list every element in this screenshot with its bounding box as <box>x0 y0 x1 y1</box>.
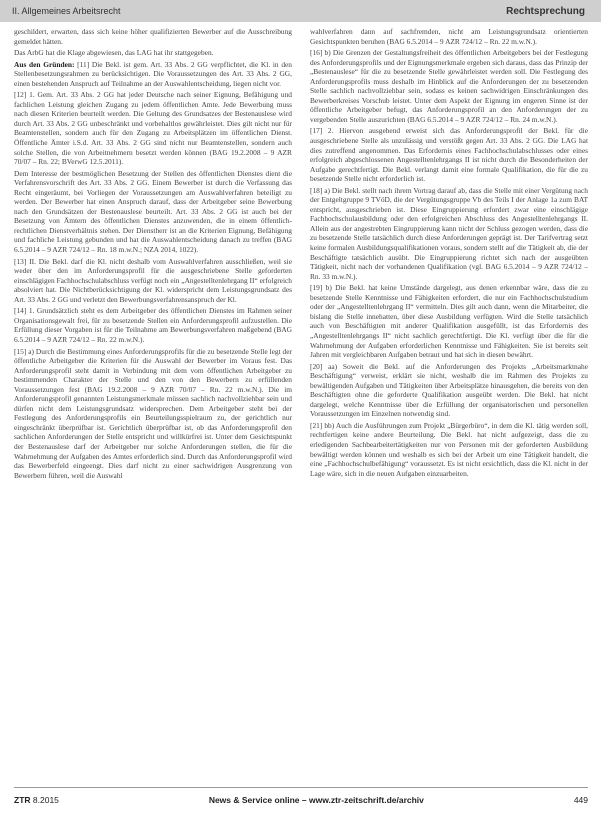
paragraph <box>14 90 292 166</box>
paragraph-text: [17] 2. Hiervon ausgehend erweist sich das Anforderungsprofil der Bekl. für die ausgeschriebene Stelle als unzulässig und verstößt gegen Art. 33 Abs. 2 GG. Die LAG hat dies zutreffend angenommen. Das Erfordernis eines Fachhochschulabschlusses oder eines erfolgreich abgeschlossenen Angestelltenlehrgangs II ist nicht durch die Besonderheiten der Aufgabe gerechtfertigt. Die Bekl. verlangt damit eine formale Qualifikation, die für die zu besetzende Stelle nicht erforderlich ist. <box>310 126 588 184</box>
page-number: 449 <box>573 795 588 805</box>
paragraph-text: Das ArbG hat die Klage abgewiesen, das LAG hat ihr stattgegeben. <box>14 48 214 58</box>
paragraph <box>14 257 292 305</box>
left-column <box>14 27 292 783</box>
paragraph-text: [19] b) Die Bekl. hat keine Umstände dargelegt, aus denen erkennbar wäre, dass die zu besetzende Stelle Kenntnisse und Fähigkeiten erfordert, die nur ein Fachhochschulstudium oder der „Angestelltenlehrgang II“ vermitteln. Dies gilt auch dann, wenn die Mitarbeiter, die bislang die Stelle innehatten, über diese Ausbildung verfügten. Wird die Stelle tatsächlich auch von Beschäftigten mit anderer Qualifikation ausgefüllt, ist das Erfordernis des „Angestelltenlehrgangs II“ nicht sachlich gerechtfertigt. Die Kl. verfügt über die für die Wahrnehmung der Aufgaben erforderlichen Kenntnisse und Fähigkeiten. Sie ist bereits seit Jahren mit vergleichbaren Aufgaben betraut und hat sich in diesen bewährt. <box>310 283 588 360</box>
footer-rule <box>14 787 588 788</box>
paragraph <box>14 27 292 46</box>
paragraph-text: [20] aa) Soweit die Bekl. auf die Anforderungen des Projekts „Arbeitsmarktnahe Beschäftigung“ verweist, erklärt sie nicht, weshalb die im Rahmen des Projekts zu bewältigenden Aufgaben und Tätigkeiten über Arbeitsplätze hinausgehen, die bereits von den Beschäftigten ohne die geforderte Qualifikation ausgeübt werden. Die Bekl. hat nicht dargelegt, welche Kenntnisse über die Erfüllung der organisatorischen und personellen Voraussetzungen im Einzelnen notwendig sind. <box>310 361 588 419</box>
paragraph <box>14 48 292 58</box>
paragraph-text: [13] II. Die Bekl. darf die Kl. nicht deshalb vom Auswahlverfahren ausschließen, weil sie weder über den im Anforderungsprofil für die ausgeschriebene Stelle geforderten einschlägigen Fachhochschulabschluss verfügt noch ein „Angestelltenlehrgang II“ erfolgreich absolviert hat. Die Nichtberücksichtigung der Kl. widerspricht dem Leistungsgrundsatz des Art. 33 Abs. 2 GG und verletzt den Bewerbungsverfahrensanspruch der Kl. <box>14 256 292 304</box>
journal-issue <box>14 795 59 805</box>
paragraph <box>310 362 588 419</box>
paragraph <box>310 421 588 478</box>
paragraph <box>310 283 588 359</box>
paragraph <box>14 60 292 89</box>
paragraph-text: geschildert, erwarten, dass sich keine höher qualifizierten Bewerber auf die Ausschreibung gemeldet hätten. <box>14 27 292 46</box>
paragraph-text: [16] b) Die Grenzen der Gestaltungsfreiheit des öffentlichen Arbeitgebers bei der Festlegung des Anforderungsprofils und der Eignungsmerkmale ergeben sich daraus, dass das Prinzip der „Bestenauslese“ für die zu besetzende Stelle gewährleistet werden soll. Die Festlegung des Anforderungsprofils muss deshalb im Hinblick auf die Anforderungen der zu besetzenden Stelle sachlich nachvollziehbar sein, sodass es keinen sachwidrigen Einschränkungen des Bewerberkreises Vorschub leistet. Unter dem Aspekt der Eignung im engeren Sinne ist der öffentliche Arbeitgeber befugt, das Anforderungsprofil an den Anforderungen der zu vergebenden Stelle auszurichten (BAG 6.5.2014 – 9 AZR 724/12 – Rn. 24 m.w.N.). <box>310 48 588 124</box>
paragraph-text: Dem Interesse der bestmöglichen Besetzung der Stellen des öffentlichen Dienstes dient die Verfahrensvorschrift des Art. 33 Abs. 2 GG. Einem Bewerber ist durch die Verfassung das Recht eingeräumt, bei Vorliegen der Voraussetzungen am Auswahlverfahren beteiligt zu werden. Der Bewerber hat einen Anspruch darauf, dass der Arbeitgeber seine Bewerbung nach den Grundsätzen der Bestenauslese beurteilt. Art. 33 Abs. 2 GG ist auch bei der Besetzung von Ämtern des öffentlichen Dienstes anzuwenden, die in einem öffentlich-rechtlichen Dienstverhältnis stehen. Der Dienstherr ist an die Kriterien Eignung, Befähigung und fachliche Leistung gebunden und hat die Auswahlentscheidung danach zu treffen (BAG 6.5.2014 – 9 AZR 724/12 – Rn. 18 m.w.N.; NZA 2014, 1022). <box>14 168 292 255</box>
paragraph <box>14 306 292 344</box>
paragraph <box>310 48 588 124</box>
running-header <box>0 0 601 22</box>
paragraph-text: wahlverfahren dann auf sachfremden, nicht am Leistungsgrundsatz orientierten Gesichtspunkten beruhen (BAG 6.5.2014 – 9 AZR 724/12 – Rn. 22 m.w.N.). <box>310 27 588 46</box>
body-columns <box>14 27 588 783</box>
paragraph-lead: Aus den Gründen: <box>14 59 75 69</box>
issue-number: 8.2015 <box>32 795 59 805</box>
paragraph-text: [14] 1. Grundsätzlich steht es dem Arbeitgeber des öffentlichen Dienstes im Rahmen seiner Organisationsgewalt frei, für zu besetzende Stellen ein Anforderungsprofil aufzustellen. Die Erfüllung dieser Vorgaben ist für die Teilnahme am Bewerbungsverfahren maßgebend (BAG 6.5.2014 – 9 AZR 724/12 – Rn. 22 m.w.N.). <box>14 306 292 344</box>
section-title: II. Allgemeines Arbeitsrecht <box>12 6 121 16</box>
paragraph <box>14 347 292 481</box>
paragraph-text: [12] 1. Gem. Art. 33 Abs. 2 GG hat jeder Deutsche nach seiner Eignung, Befähigung und fachlichen Leistung gleichen Zugang zu jedem öffentlichen Amte. Jede Bewerbung muss nach diesen Kriterien beurteilt werden. Die Geltung des Grundsatzes der Bestenauslese wird durch Art. 33 Abs. 2 GG unbeschränkt und vorbehaltlos gewährleistet. Dies gilt nicht nur für Beamtenstellen, sondern auch für den Zugang zu Arbeitsplätzen im öffentlichen Dienst. Öffentliche Ämter i.S.d. Art. 33 Abs. 2 GG sind nicht nur Beamtenstellen, sondern auch solche Stellen, die von Arbeitnehmern besetzt werden können (BAG 19.2.2008 – 9 AZR 70/07 – Rn. 22; BVerwG 12.5.2011). <box>14 90 292 167</box>
paragraph <box>310 186 588 281</box>
paragraph-text: [18] a) Die Bekl. stellt nach ihrem Vortrag darauf ab, dass die Stelle mit einer Vergütung nach der Entgeltgruppe 9 TVöD, die der Vergütungsgruppe Vb des Teils I der Anlage 1a zum BAT entspricht, ausgeschrieben ist. Diese Eingruppierung erfordert zwar eine einschlägige Fachhochschulausbildung oder den erfolgreichen Abschluss des Angestelltenlehrgangs II. Allein aus der angestrebten Eingruppierung kann nicht der Schluss gezogen werden, dass die zu besetzende Stelle tatsächlich durch diese Anforderungen geprägt ist. Der Tarifvertrag setzt keine formalen Ausbildungsqualifikationen voraus, sondern stellt auf die Tätigkeit ab, die der Beschäftigte tatsächlich ausübt. Die Eingruppierung richtet sich nach der ausgeübten Tätigkeit, nicht nach der vorhandenen Qualifikation (vgl. BAG 6.5.2014 – 9 AZR 724/12 – Rn. 33 m.w.N.). <box>310 185 588 281</box>
paragraph-text: [11] Die Bekl. ist gem. Art. 33 Abs. 2 GG verpflichtet, die Kl. in den Stellenbesetzungsrahmen zu berücksichtigen. Die Voraussetzungen des Art. 33 Abs. 2 GG, einen bestehenden Anspruch auf Teilnahme an der Auswahlentscheidung, liegen nicht vor. <box>14 59 292 88</box>
right-column <box>310 27 588 783</box>
category-title: Rechtsprechung <box>506 5 585 17</box>
paragraph <box>310 27 588 46</box>
running-footer <box>14 793 588 807</box>
journal-name: ZTR <box>14 795 31 805</box>
paragraph <box>310 126 588 183</box>
paragraph <box>14 169 292 255</box>
paragraph-text: [21] bb) Auch die Ausführungen zum Projekt „Bürgerbüro“, in dem die Kl. tätig werden soll, rechtfertigen keine andere Beurteilung. Die Bekl. hat nicht aufgezeigt, dass die zu erledigenden Sachbearbeitertätigkeiten nur von Personen mit der geforderten Ausbildung bewältigt werden können und weshalb es sich bei der Arbeit um eine Tätigkeit handelt, die eine „Fachhochschulbefähigung“ voraussetzt. Es ist nicht ersichtlich, dass die Kl. nicht in der Lage wäre, sich in die neuen Aufgaben einzuarbeiten. <box>310 420 588 478</box>
paragraph-text: [15] a) Durch die Bestimmung eines Anforderungsprofils für die zu besetzende Stelle legt der öffentliche Arbeitgeber die Kriterien für die Auswahl der Bewerber im Voraus fest. Das Anforderungsprofil steht damit in Verbindung mit dem vom öffentlichen Arbeitgeber zu bestimmenden Charakter der Stelle und den von den Bewerbern zu erfüllenden Voraussetzungen fest (BAG 19.2.2008 – 9 AZR 70/07 – Rn. 22 m.w.N.). Die im Anforderungsprofil genannten Leistungsmerkmale müssen sachlich nachvollziehbar sein und dürfen nicht dem Leistungsgrundsatz widersprechen. Dem Arbeitgeber steht bei der Festlegung des Anforderungsprofils ein Beurteilungsspielraum zu, der gerichtlich nur eingeschränkt überprüfbar ist. Gerichtlich überprüfbar ist, ob das Anforderungsprofil den sachlichen Anforderungen der Stelle entspricht und willkürfrei ist. Unter dem Gesichtspunkt der Bestenauslese darf der Arbeitgeber nur solche Anforderungen stellen, die für die Wahrnehmung der Aufgaben des Amtes erforderlich sind. Durch das Anforderungsprofil wird das Bewerberfeld eingeengt. Dies darf nicht zu einer sachwidrigen Ausgrenzung von Bewerbern führen, weil die Auswahl <box>14 346 292 480</box>
archive-link[interactable]: News & Service online – www.ztr-zeitschrift.de/archiv <box>208 795 424 805</box>
